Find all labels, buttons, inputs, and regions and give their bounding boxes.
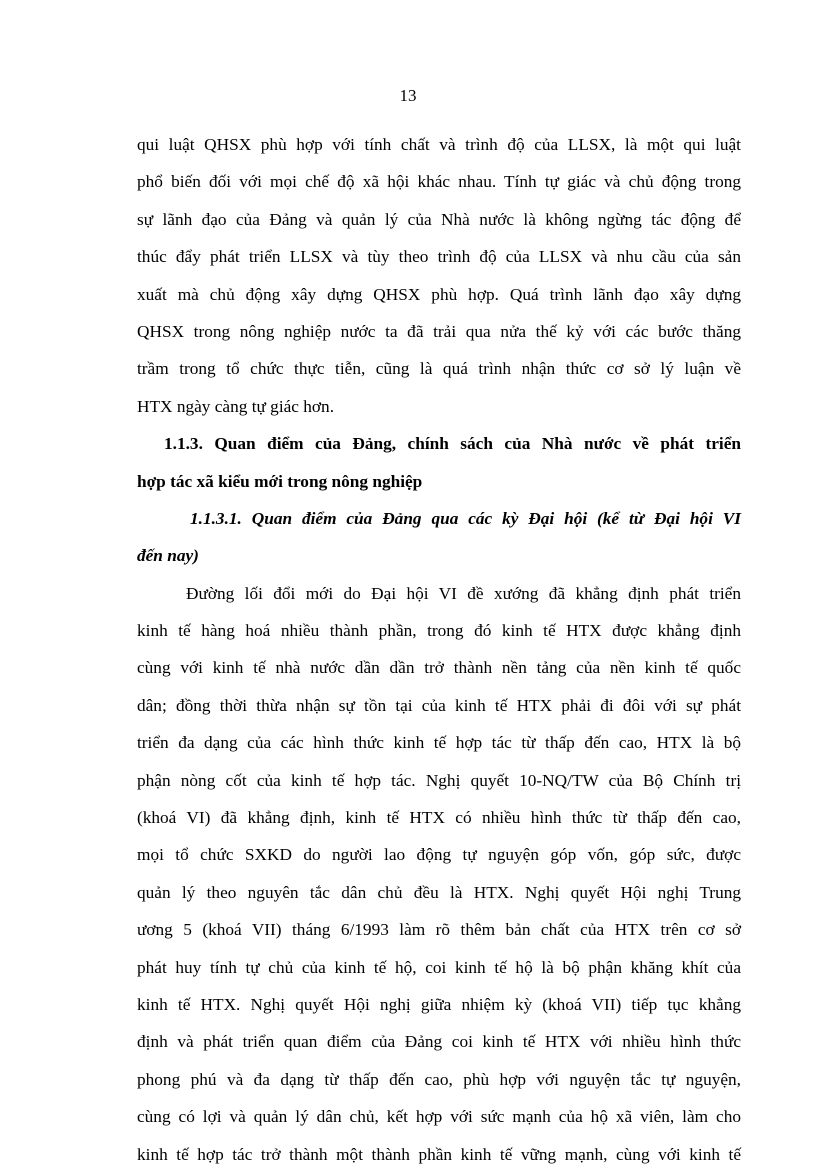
heading-line: 1.1.3.1. Quan điểm của Đảng qua các kỳ Đại hội (kể từ Đại hội VI xyxy=(190,508,741,528)
text-line: cùng có lợi và quản lý dân chủ, kết hợp với sức mạnh của hộ xã viên, làm cho xyxy=(137,1107,741,1127)
page-number: 13 xyxy=(399,86,417,105)
section-heading-1-1-3-1 xyxy=(137,500,741,575)
heading-line: hợp tác xã kiểu mới trong nông nghiệp xyxy=(137,471,423,491)
text-line: QHSX trong nông nghiệp nước ta đã trải qua nửa thế kỷ với các bước thăng xyxy=(137,321,741,341)
text-line: kinh tế hợp tác trở thành một thành phần kinh tế vững mạnh, cùng với kinh tế xyxy=(137,1144,741,1164)
section-heading-1-1-3 xyxy=(137,425,741,500)
heading-line: đến nay) xyxy=(137,546,199,566)
text-line: sự lãnh đạo của Đảng và quản lý của Nhà nước là không ngừng tác động để xyxy=(137,209,741,229)
text-line: triển đa dạng của các hình thức kinh tế hợp tác từ thấp đến cao, HTX là bộ xyxy=(137,733,741,753)
text-line: xuất mà chủ động xây dựng QHSX phù hợp. Quá trình lãnh đạo xây dựng xyxy=(137,284,741,304)
heading-line: 1.1.3. Quan điểm của Đảng, chính sách của Nhà nước về phát triển xyxy=(164,434,741,454)
text-line: qui luật QHSX phù hợp với tính chất và trình độ của LLSX, là một qui luật xyxy=(137,135,741,154)
text-line: ương 5 (khoá VII) tháng 6/1993 làm rõ thêm bản chất của HTX trên cơ sở xyxy=(137,920,741,940)
text-line: phát huy tính tự chủ của kinh tế hộ, coi kinh tế hộ là bộ phận khăng khít của xyxy=(137,957,741,977)
paragraph-intro xyxy=(137,126,741,425)
text-line: trầm trong tổ chức thực tiễn, cũng là quá trình nhận thức cơ sở lý luận về xyxy=(137,359,741,379)
text-line: dân; đồng thời thừa nhận sự tồn tại của kinh tế HTX phải đi đôi với sự phát xyxy=(137,695,741,715)
text-line: phận nòng cốt của kinh tế hợp tác. Nghị quyết 10-NQ/TW của Bộ Chính trị xyxy=(137,770,741,790)
text-line: thúc đẩy phát triển LLSX và tùy theo trình độ của LLSX và nhu cầu của sản xyxy=(137,247,741,267)
text-line: quản lý theo nguyên tắc dân chủ đều là HTX. Nghị quyết Hội nghị Trung xyxy=(137,882,741,902)
paragraph-main xyxy=(137,575,741,1173)
text-line: (khoá VI) đã khẳng định, kinh tế HTX có nhiều hình thức từ thấp đến cao, xyxy=(137,808,741,828)
text-line: phổ biến đối với mọi chế độ xã hội khác nhau. Tính tự giác và chủ động trong xyxy=(137,172,741,192)
text-line: phong phú và đa dạng từ thấp đến cao, phù hợp với nguyện tắc tự nguyện, xyxy=(137,1069,741,1089)
text-line: định và phát triển quan điểm của Đảng coi kinh tế HTX với nhiều hình thức xyxy=(137,1032,741,1052)
text-line: kinh tế hàng hoá nhiều thành phần, trong đó kinh tế HTX được khẳng định xyxy=(137,621,741,641)
text-line: Đường lối đổi mới do Đại hội VI đề xướng đã khẳng định phát triển xyxy=(186,583,741,603)
text-line: kinh tế HTX. Nghị quyết Hội nghị giữa nhiệm kỳ (khoá VII) tiếp tục khẳng xyxy=(137,994,741,1014)
text-line: mọi tổ chức SXKD do người lao động tự nguyện góp vốn, góp sức, được xyxy=(137,845,741,865)
text-line: cùng với kinh tế nhà nước dần dần trở thành nền tảng của nền kinh tế quốc xyxy=(137,658,741,678)
page-body xyxy=(137,126,741,1173)
text-line: HTX ngày càng tự giác hơn. xyxy=(137,396,335,416)
